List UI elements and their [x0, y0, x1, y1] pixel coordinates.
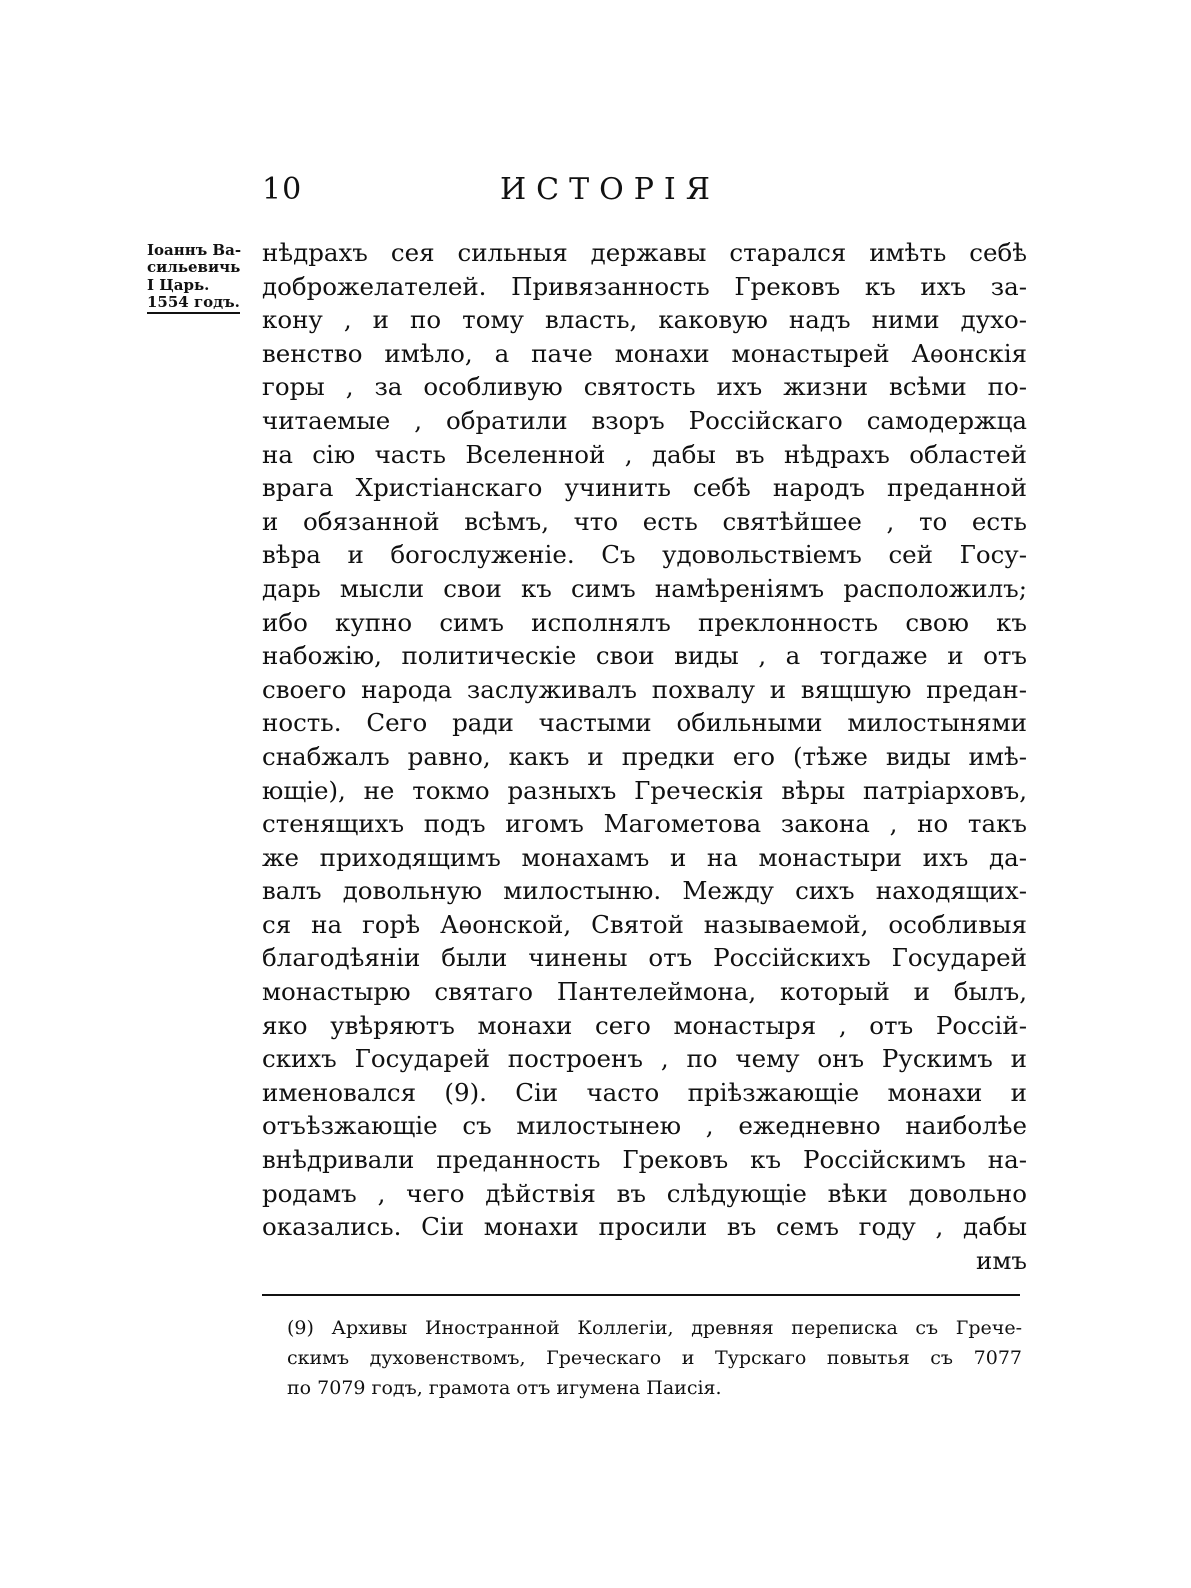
- margin-note-year: 1554 годъ.: [147, 294, 240, 314]
- catchword: имъ: [976, 1245, 1027, 1275]
- body-line: кону , и по тому власть, каковую надъ ними духо-: [262, 305, 1027, 335]
- body-line: доброжелателей. Привязанность Грековъ къ ихъ за-: [262, 271, 1027, 301]
- body-line: же приходящимъ монахамъ и на монастыри ихъ да-: [262, 842, 1027, 872]
- footnote-line: (9) Архивы Иностранной Коллегіи, древняя переписка съ Грече-: [287, 1317, 1022, 1339]
- margin-note: [147, 242, 259, 314]
- body-line: на сію часть Вселенной , дабы въ нѣдрахъ областей: [262, 439, 1027, 469]
- body-line: внѣдривали преданность Грековъ къ Россійскимъ на-: [262, 1145, 1027, 1175]
- body-line: горы , за особливую святость ихъ жизни всѣми по-: [262, 372, 1027, 402]
- body-line: ность. Сего ради частыми обильными милостынями: [262, 708, 1027, 738]
- body-line: венство имѣло, а паче монахи монастырей Аѳонскія: [262, 338, 1027, 368]
- body-line: отъѣзжающіе съ милостынею , ежедневно наиболѣе: [262, 1111, 1027, 1141]
- body-line: ибо купно симъ исполнялъ преклонность свою къ: [262, 607, 1027, 637]
- body-line: читаемые , обратили взоръ Россійскаго самодержца: [262, 405, 1027, 435]
- margin-note-line: Іоаннъ Ва-: [147, 241, 242, 259]
- body-line: своего народа заслуживалъ похвалу и вящшую предан-: [262, 674, 1027, 704]
- body-line: именовался (9). Сіи часто пріѣзжающіе монахи и: [262, 1077, 1027, 1107]
- body-line: набожію, политическіе свои виды , а тогдаже и отъ: [262, 641, 1027, 671]
- body-line: дарь мысли свои къ симъ намѣреніямъ расположилъ;: [262, 573, 1027, 603]
- body-line: стенящихъ подъ игомъ Магометова закона , но такъ: [262, 809, 1027, 839]
- body-line: врага Христіанскаго учинить себѣ народъ преданной: [262, 473, 1027, 503]
- footnote-line: скимъ духовенствомъ, Греческаго и Турскаго повытья съ 7077: [287, 1347, 1022, 1369]
- body-line: монастырю святаго Пантелеймона, который и былъ,: [262, 977, 1027, 1007]
- body-line: ющіе), не токмо разныхъ Греческія вѣры патріарховъ,: [262, 775, 1027, 805]
- body-line: скихъ Государей построенъ , по чему онъ Рускимъ и: [262, 1044, 1027, 1074]
- body-line: яко увѣряютъ монахи сего монастыря , отъ Россій-: [262, 1010, 1027, 1040]
- page-number: 10: [262, 172, 303, 207]
- body-line: снабжалъ равно, какъ и предки его (тѣже виды имѣ-: [262, 741, 1027, 771]
- body-line: нѣдрахъ сея сильныя державы старался имѣть себѣ: [262, 238, 1027, 267]
- running-title: ИСТОРІЯ: [500, 172, 720, 207]
- margin-note-line: I Царь.: [147, 275, 210, 294]
- footnote: [287, 1313, 1022, 1403]
- body-line: и обязанной всѣмъ, что есть святѣйшее , то есть: [262, 506, 1027, 536]
- footnote-rule: [262, 1294, 1020, 1296]
- body-line: оказались. Сіи монахи просили въ семъ году , дабы: [262, 1212, 1027, 1242]
- body-line: вѣра и богослуженіе. Съ удовольствіемъ сей Госу-: [262, 540, 1027, 570]
- body-line: родамъ , чего дѣйствія въ слѣдующіе вѣки довольно: [262, 1178, 1027, 1208]
- body-line: благодѣяніи были чинены отъ Россійскихъ Государей: [262, 943, 1027, 973]
- margin-note-line: сильевичь: [147, 258, 241, 277]
- body-line: валъ довольную милостыню. Между сихъ находящих-: [262, 876, 1027, 906]
- body-text: [262, 236, 1027, 1277]
- body-line: ся на горѣ Аѳонской, Святой называемой, особливыя: [262, 909, 1027, 939]
- footnote-line: по 7079 годъ, грамота отъ игумена Паисія.: [287, 1377, 722, 1399]
